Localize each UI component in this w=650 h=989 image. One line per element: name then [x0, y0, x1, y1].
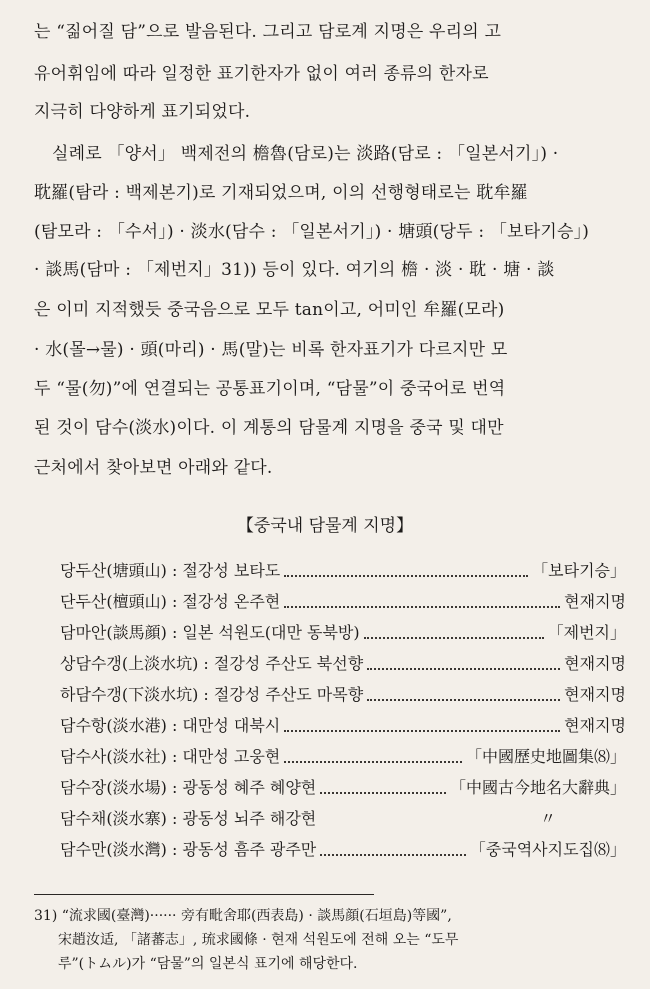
entry-name: 상담수갱(上淡水坑) : 절강성 주산도 북선향 — [60, 654, 364, 673]
body-line: 耽羅(탐라 : 백제본기)로 기재되었으며, 이의 선행형태로는 耽牟羅 — [34, 183, 528, 203]
list-item — [60, 591, 626, 613]
footnote-divider — [34, 894, 374, 895]
leader-dots — [284, 751, 462, 763]
body-line: 두 “물(勿)”에 연결되는 공통표기이며, “담물”이 중국어로 번역 — [34, 379, 506, 399]
list-item — [60, 746, 626, 768]
list-item — [60, 777, 626, 799]
entry-name: 담수만(淡水灣) : 광동성 흠주 광주만 — [60, 840, 317, 859]
entry-name: 담수채(淡水寨) : 광동성 뇌주 해강현 — [60, 809, 317, 828]
list-item — [60, 653, 626, 675]
body-line: 유어휘임에 따라 일정한 표기한자가 없이 여러 종류의 한자로 — [34, 64, 489, 84]
entry-source: 현재지명 — [564, 654, 626, 673]
entry-source: 「중국역사지도집⑻」 — [469, 840, 626, 859]
leader-dots — [367, 658, 560, 670]
entry-source: 현재지명 — [564, 592, 626, 611]
leader-dots — [284, 565, 528, 577]
leader-dots — [320, 844, 466, 856]
list-item — [60, 684, 626, 706]
footnote-line: 31) “流求國(臺灣)······ 旁有毗舍耶(西表島) · 談馬顔(石垣島)等國”, — [34, 908, 452, 924]
leader-dots — [284, 596, 560, 608]
entry-source: 「제번지」 — [547, 623, 626, 642]
section-title: 【중국내 담물계 지명】 — [236, 516, 414, 536]
footnote-line: 宋趙汝适, 「諸蕃志」, 琉求國條 · 현재 석원도에 전해 오는 “도무 — [58, 932, 459, 948]
entry-source: 「中國古今地名大辭典」 — [449, 778, 626, 797]
body-line: 는 “짊어질 담”으로 발음된다. 그리고 담로계 지명은 우리의 고 — [34, 22, 502, 42]
body-line: 은 이미 지적했듯 중국음으로 모두 tan이고, 어미인 牟羅(모라) — [34, 300, 505, 320]
body-line: (탐모라 : 「수서」) · 淡水(담수 : 「일본서기」) · 塘頭(당두 : 「보타기승」) — [34, 222, 590, 242]
list-item — [60, 622, 626, 644]
entry-name: 담마안(談馬顔) : 일본 석원도(대만 동북방) — [60, 623, 360, 642]
leader-dots — [367, 689, 560, 701]
entry-name: 당두산(塘頭山) : 절강성 보타도 — [60, 561, 281, 580]
body-line: 근처에서 찾아보면 아래와 같다. — [34, 458, 273, 478]
entry-source: 〃 — [539, 809, 556, 828]
entry-name: 단두산(檀頭山) : 절강성 온주현 — [60, 592, 281, 611]
body-line: 된 것이 담수(淡水)이다. 이 계통의 담물계 지명을 중국 및 대만 — [34, 418, 504, 438]
entry-source: 「보타기승」 — [532, 561, 626, 580]
entry-name: 담수장(淡水場) : 광동성 혜주 혜양현 — [60, 778, 317, 797]
body-line: · 水(몰→물) · 頭(마리) · 馬(말)는 비록 한자표기가 다르지만 모 — [34, 340, 508, 360]
footnote-line: 루”(トムル)가 “담물”의 일본식 표기에 해당한다. — [58, 956, 358, 972]
list-item — [60, 715, 626, 737]
leader-dots — [364, 627, 544, 639]
list-item — [60, 560, 626, 582]
leader-space — [320, 814, 536, 824]
leader-dots — [320, 782, 446, 794]
entry-source: 현재지명 — [564, 685, 626, 704]
entry-source: 현재지명 — [564, 716, 626, 735]
entry-source: 「中國歷史地圖集⑻」 — [465, 747, 626, 766]
entry-name: 담수항(淡水港) : 대만성 대북시 — [60, 716, 281, 735]
body-line: · 談馬(담마 : 「제번지」31)) 등이 있다. 여기의 檐 · 淡 · 耽 · 塘 · 談 — [34, 260, 555, 280]
body-line: 실례로 「양서」 백제전의 檐魯(담로)는 淡路(담로 : 「일본서기」) · — [52, 144, 559, 164]
entry-name: 담수사(淡水社) : 대만성 고웅현 — [60, 747, 281, 766]
list-item — [60, 839, 626, 861]
list-item — [60, 808, 626, 830]
entry-name: 하담수갱(下淡水坑) : 절강성 주산도 마목향 — [60, 685, 364, 704]
leader-dots — [284, 720, 560, 732]
body-line: 지극히 다양하게 표기되었다. — [34, 102, 251, 122]
